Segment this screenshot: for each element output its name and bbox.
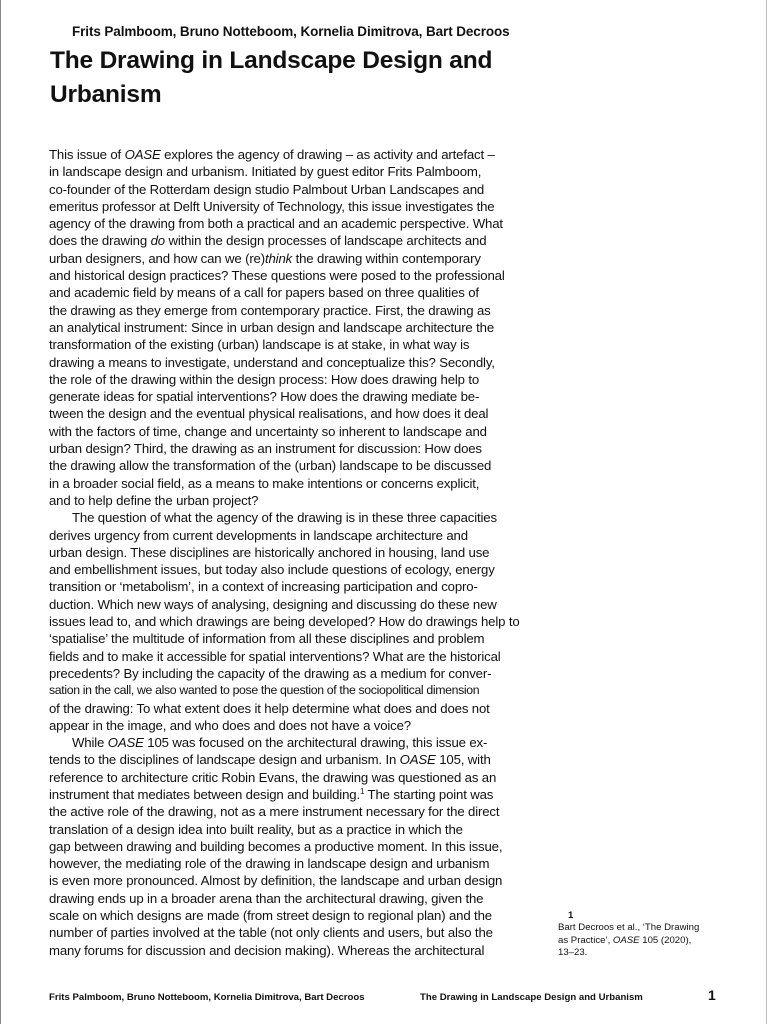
body-line [49, 250, 559, 267]
footnote-italic: OASE [612, 934, 640, 946]
body-line [49, 509, 559, 526]
body-italic: think [264, 250, 293, 266]
body-line: of the drawing: To what extent does it help determine what does and does not [49, 700, 490, 716]
body-line: number of parties involved at the table (not only clients and users, but also the [49, 925, 493, 941]
body-line: many forums for discussion and decision making). Whereas the architectural [49, 942, 485, 958]
body-line: transition or ‘metabolism’, in a context of increasing participation and copro- [49, 579, 478, 595]
body-line: drawing ends up in a broader arena than the architectural drawing, given the [49, 890, 484, 906]
body-line: precedents? By including the capacity of the drawing as a medium for conver- [49, 665, 492, 681]
body-line: scale on which designs are made (from street design to regional plan) and the [49, 908, 492, 924]
page-number: 1 [708, 987, 716, 1003]
footnote-line: Bart Decroos et al., ‘The Drawing [558, 922, 700, 934]
body-line: urban design. These disciplines are historically anchored in housing, land use [49, 544, 490, 560]
body-line: and embellishment issues, but today also include questions of ecology, energy [49, 562, 495, 578]
body-line: with the factors of time, change and uncertainty so inherent to landscape and [49, 423, 487, 439]
body-line: translation of a design idea into built reality, but as a practice in which the [49, 821, 463, 837]
body-line: is even more pronounced. Almost by definition, the landscape and urban design [49, 873, 503, 889]
body-italic: OASE [399, 752, 436, 768]
body-text: urban designers, and how can we (re) [49, 250, 265, 266]
body-line: duction. Which new ways of analysing, designing and discussing do these new [49, 596, 497, 612]
body-line: the drawing allow the transformation of the (urban) landscape to be discussed [49, 458, 492, 474]
body-line: and to help define the urban project? [49, 492, 259, 508]
body-line: the role of the drawing within the design process: How does drawing help to [49, 371, 480, 387]
body-line: gap between drawing and building becomes a productive moment. In this issue, [49, 838, 503, 854]
body-text: does the drawing [49, 233, 151, 249]
body-line: however, the mediating role of the drawing in landscape design and urbanism [49, 856, 490, 872]
body-italic: do [150, 233, 165, 249]
body-line: fields and to make it accessible for spatial interventions? What are the historical [49, 648, 501, 664]
body-line: urban design? Third, the drawing as an instrument for discussion: How does [49, 441, 482, 457]
body-text: While [72, 735, 108, 751]
body-line: in a broader social field, as a means to make intentions or concerns explicit, [49, 475, 480, 491]
article-authors: Frits Palmboom, Bruno Notteboom, Kornelia Dimitrova, Bart Decroos [72, 24, 510, 39]
footnote-number: 1 [568, 910, 574, 921]
body-line: the active role of the drawing, not as a mere instrument necessary for the direct [49, 804, 500, 820]
body-line: sation in the call, we also wanted to pose the question of the sociopolitical dimension [49, 683, 480, 698]
body-text: within the design processes of landscape architects and [164, 233, 487, 249]
footnote-line [558, 935, 728, 947]
body-italic: OASE [124, 147, 161, 162]
body-text: The question of what the agency of the drawing is in these three capacities [72, 510, 497, 526]
body-line: derives urgency from current developments in landscape architecture and [49, 527, 468, 543]
body-line: co-founder of the Rotterdam design studio Palmbout Urban Landscapes and [49, 181, 485, 197]
body-line: and academic field by means of a call for papers based on three qualities of [49, 285, 479, 301]
body-text: 105, with [435, 752, 491, 768]
body-line: reference to architecture critic Robin Evans, the drawing was questioned as an [49, 769, 497, 785]
body-line: transformation of the existing (urban) landscape is at stake, in what way is [49, 337, 470, 353]
body-text: This issue of [49, 147, 125, 162]
body-line: emeritus professor at Delft University of Technology, this issue investigates the [49, 198, 495, 214]
side-footnote [558, 910, 728, 960]
footnote-text: 105 (2020), [639, 934, 692, 946]
body-text: instrument that mediates between design and building. [49, 786, 360, 802]
body-line: agency of the drawing from both a practical and an academic perspective. What [49, 216, 503, 232]
body-line [49, 751, 559, 768]
body-line: issues lead to, and which drawings are being developed? How do drawings help to [49, 614, 520, 630]
body-line [49, 232, 559, 249]
footer-authors: Frits Palmboom, Bruno Notteboom, Kornelia Dimitrova, Bart Decroos [49, 992, 365, 1003]
body-text: tends to the disciplines of landscape design and urbanism. In [49, 752, 400, 768]
body-line: appear in the image, and who does and does not have a voice? [49, 717, 411, 733]
page-left-edge [0, 0, 1, 1024]
article-title-line: The Drawing in Landscape Design and [50, 47, 493, 74]
body-line: tween the design and the eventual physical realisations, and how does it deal [49, 406, 489, 422]
body-line [49, 786, 559, 803]
body-line: ‘spatialise’ the multitude of information from all these disciplines and problem [49, 631, 485, 647]
body-italic: OASE [107, 735, 144, 751]
body-line [49, 734, 559, 751]
article-body [49, 146, 559, 959]
body-line: and historical design practices? These questions were posed to the professional [49, 268, 505, 284]
body-text: 105 was focused on the architectural drawing, this issue ex- [143, 735, 488, 751]
body-line: in landscape design and urbanism. Initiated by guest editor Frits Palmboom, [49, 164, 482, 180]
article-title-line: Urbanism [50, 81, 162, 108]
body-line: the drawing as they emerge from contemporary practice. First, the drawing as [49, 302, 491, 318]
body-line [49, 146, 559, 163]
body-line: drawing a means to investigate, understand and conceptualize this? Secondly, [49, 354, 495, 370]
body-text: explores the agency of drawing – as activity and artefact – [160, 147, 495, 162]
article-title [50, 44, 570, 112]
body-text: the drawing within contemporary [292, 250, 481, 266]
page-right-edge [766, 0, 767, 1024]
body-line: an analytical instrument: Since in urban design and landscape architecture the [49, 319, 495, 335]
footnote-line: 13–23. [558, 947, 588, 959]
body-line: generate ideas for spatial interventions? How does the drawing mediate be- [49, 389, 480, 405]
body-text: The starting point was [364, 786, 494, 802]
footnote-text: as Practice’, [558, 934, 613, 946]
footer-title: The Drawing in Landscape Design and Urbanism [420, 992, 643, 1003]
footnote-reference[interactable]: 1 [359, 786, 365, 796]
